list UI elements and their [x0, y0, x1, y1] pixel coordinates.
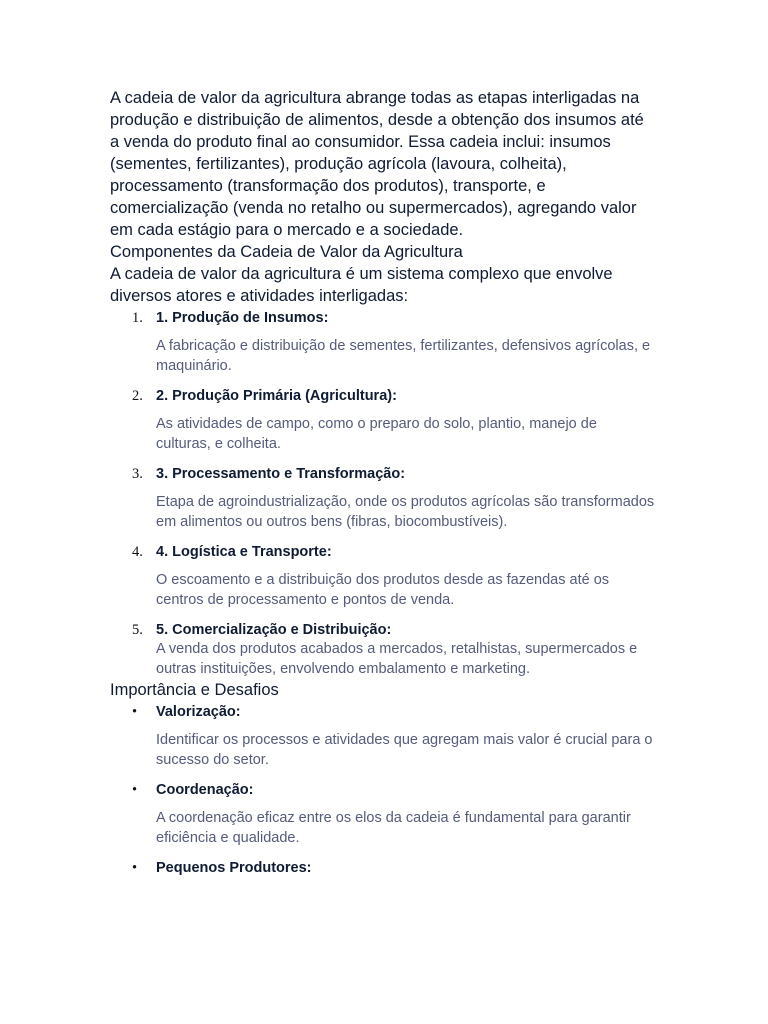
components-heading: Componentes da Cadeia de Valor da Agricultura: [110, 243, 463, 261]
list-item-description: O escoamento e a distribuição dos produtos desde as fazendas até os centros de processamento e pontos de venda.: [156, 572, 610, 608]
list-item-description: A coordenação eficaz entre os elos da cadeia é fundamental para garantir eficiência e qualidade.: [156, 810, 631, 846]
list-item-title: Coordenação:: [156, 782, 254, 798]
document-page: [110, 87, 655, 877]
list-number: 1.: [132, 310, 143, 326]
importance-heading: Importância e Desafios: [110, 681, 279, 699]
list-item-description: A venda dos produtos acabados a mercados, retalhistas, supermercados e outras instituições, envolvendo embalamento e marketing.: [156, 641, 638, 677]
list-item-description: A fabricação e distribuição de sementes, fertilizantes, defensivos agrícolas, e maquinário.: [156, 338, 651, 374]
list-item-description: As atividades de campo, como o preparo do solo, plantio, manejo de culturas, e colheita.: [156, 416, 597, 452]
list-item: [110, 701, 655, 770]
list-item-description: Identificar os processos e atividades que agregam mais valor é crucial para o sucesso do setor.: [156, 732, 653, 768]
list-item-title: Valorização:: [156, 704, 241, 720]
bullet-icon: •: [132, 704, 138, 720]
list-item-title: 1. Produção de Insumos:: [156, 310, 329, 326]
components-list: [110, 307, 655, 679]
bullet-icon: •: [132, 860, 138, 876]
list-item: [110, 779, 655, 848]
list-item-title: 4. Logística e Transporte:: [156, 544, 332, 560]
list-item-title: Pequenos Produtores:: [156, 860, 312, 876]
list-item-title: 3. Processamento e Transformação:: [156, 466, 406, 482]
components-lead: A cadeia de valor da agricultura é um sistema complexo que envolve diversos atores e atividades interligadas:: [110, 265, 613, 305]
list-item: [110, 463, 655, 532]
list-item-title: 2. Produção Primária (Agricultura):: [156, 388, 397, 404]
intro-paragraph: A cadeia de valor da agricultura abrange todas as etapas interligadas na produção e distribuição de alimentos, desde a obtenção dos insumos até a venda do produto final ao consumidor. Essa cadeia inclui: insumos (sementes, fertilizantes), produção agrícola (lavoura, colheita), processamento (transformação dos produtos), transporte, e comercialização (venda no retalho ou supermercados), agregando valor em cada estágio para o mercado e a sociedade.: [110, 89, 644, 239]
list-item-description: Etapa de agroindustrialização, onde os produtos agrícolas são transformados em alimentos ou outros bens (fibras, biocombustíveis).: [156, 494, 655, 530]
list-number: 5.: [132, 622, 143, 638]
list-item: [110, 541, 655, 610]
list-number: 2.: [132, 388, 143, 404]
list-item: [110, 307, 655, 376]
list-item-title: 5. Comercialização e Distribuição:: [156, 622, 392, 638]
list-number: 3.: [132, 466, 143, 482]
list-item: [110, 619, 655, 679]
importance-list: [110, 701, 655, 877]
bullet-icon: •: [132, 782, 138, 798]
list-item: [110, 385, 655, 454]
list-item: [110, 857, 655, 877]
list-number: 4.: [132, 544, 143, 560]
